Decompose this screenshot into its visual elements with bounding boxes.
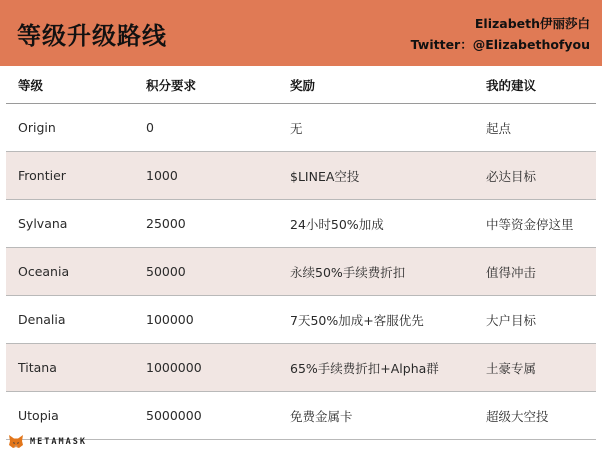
table-row: [6, 296, 596, 344]
cell-level: Denalia: [6, 296, 134, 344]
table-row: [6, 200, 596, 248]
cell-points: 1000: [134, 152, 278, 200]
cell-advice: 起点: [474, 104, 596, 152]
brand-label: METAMASK: [30, 436, 87, 447]
cell-level: Oceania: [6, 248, 134, 296]
table-row: [6, 104, 596, 152]
cell-reward: $LINEA空投: [278, 152, 474, 200]
cell-level: Frontier: [6, 152, 134, 200]
table-row: [6, 392, 596, 440]
cell-points: 100000: [134, 296, 278, 344]
cell-advice: 超级大空投: [474, 392, 596, 440]
page-title: 等级升级路线: [17, 22, 167, 50]
table-header-row: [6, 66, 596, 104]
cell-reward: 免费金属卡: [278, 392, 474, 440]
cell-reward: 24小时50%加成: [278, 200, 474, 248]
level-table: [6, 66, 596, 440]
twitter-handle: Twitter：@Elizabethofyou: [410, 37, 590, 52]
column-header-reward: 奖励: [278, 66, 474, 104]
cell-advice: 必达目标: [474, 152, 596, 200]
cell-reward: 永续50%手续费折扣: [278, 248, 474, 296]
cell-points: 25000: [134, 200, 278, 248]
cell-level: Sylvana: [6, 200, 134, 248]
cell-reward: 7天50%加成+客服优先: [278, 296, 474, 344]
metamask-fox-icon: [8, 434, 24, 449]
cell-points: 0: [134, 104, 278, 152]
cell-advice: 土豪专属: [474, 344, 596, 392]
cell-level: Origin: [6, 104, 134, 152]
cell-reward: 无: [278, 104, 474, 152]
column-header-points: 积分要求: [134, 66, 278, 104]
header-banner: [0, 0, 602, 66]
cell-points: 1000000: [134, 344, 278, 392]
cell-level: Utopia: [6, 392, 134, 440]
footer-brand: [8, 434, 87, 449]
cell-points: 50000: [134, 248, 278, 296]
cell-level: Titana: [6, 344, 134, 392]
author-name: Elizabeth伊丽莎白: [474, 16, 590, 31]
table-row: [6, 248, 596, 296]
cell-advice: 大户目标: [474, 296, 596, 344]
cell-advice: 中等资金停这里: [474, 200, 596, 248]
cell-reward: 65%手续费折扣+Alpha群: [278, 344, 474, 392]
author-info: [411, 13, 590, 55]
cell-points: 5000000: [134, 392, 278, 440]
cell-advice: 值得冲击: [474, 248, 596, 296]
table-row: [6, 152, 596, 200]
column-header-level: 等级: [6, 66, 134, 104]
column-header-advice: 我的建议: [474, 66, 596, 104]
table-row: [6, 344, 596, 392]
